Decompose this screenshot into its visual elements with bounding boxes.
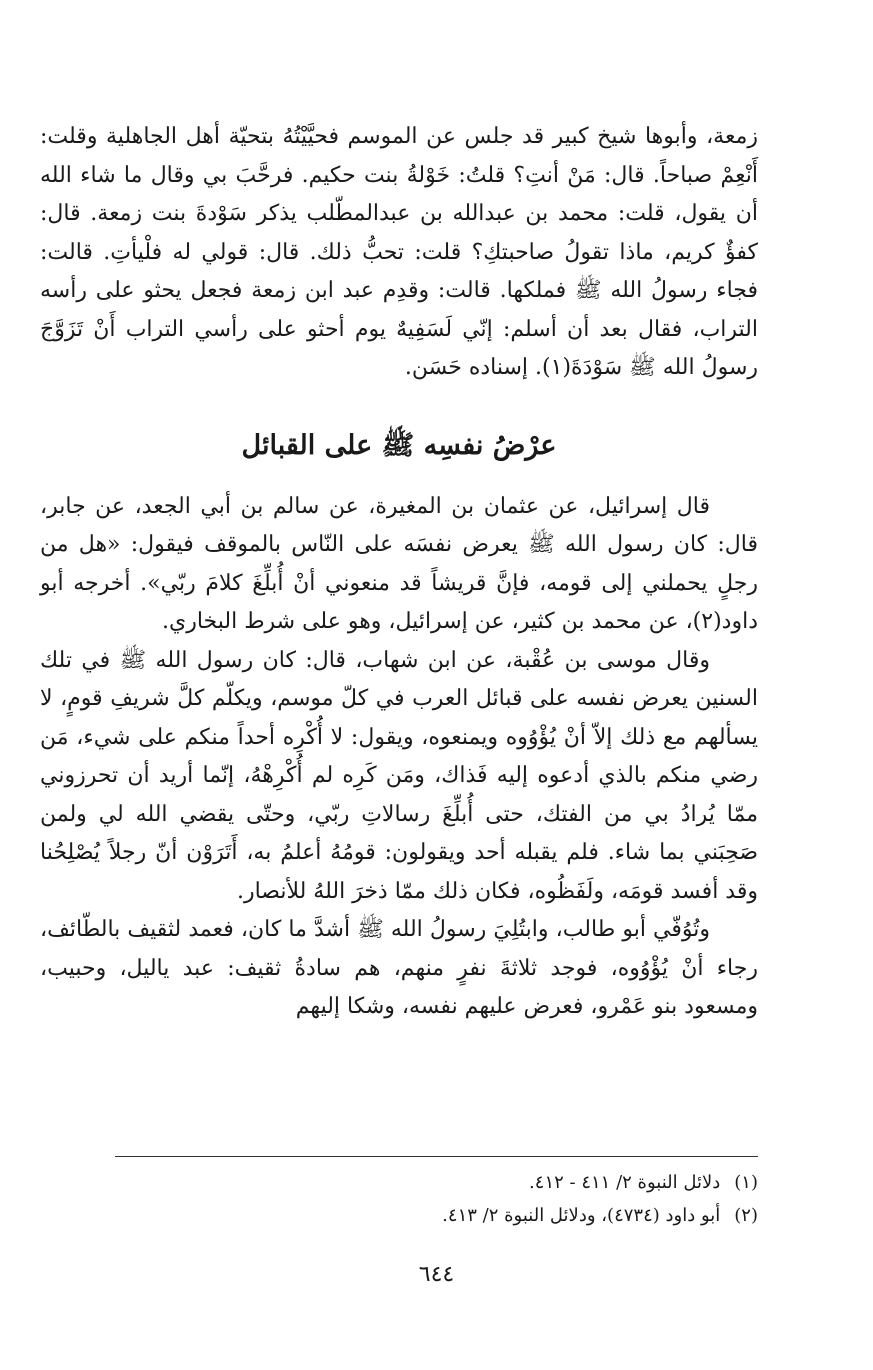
footnote-text: دلائل النبوة ٢/ ٤١١ - ٤١٢. [529, 1172, 721, 1193]
footnote-1 [115, 1166, 758, 1199]
paragraph-4: وتُوُفّي أبو طالب، وابتُلِيَ رسولُ الله ﷺ أشدَّ ما كان، فعمد لثقيف بالطّائف، رجاء أنْ يُؤْوُوه، فوجد ثلاثةَ نفرٍ منهم، هم سادةُ ثقيف: عبد ياليل، وحبيب، ومسعود بنو عَمْرو، فعرض عليهم نفسه، وشكا إليهم [40, 917, 758, 1019]
section-heading: عرْضُ نفسِه ﷺ على القبائل [241, 429, 557, 461]
footnotes [115, 1166, 758, 1232]
footnote-marker: (٢) [734, 1205, 758, 1226]
footnote-text: أبو داود (٤٧٣٤)، ودلائل النبوة ٢/ ٤١٣. [442, 1205, 721, 1226]
paragraph-2: قال إسرائيل، عن عثمان بن المغيرة، عن سالم بن أبي الجعد، عن جابر، قال: كان رسول الله ﷺ يعرض نفسَه على النّاس بالموقف فيقول: «هل من رجلٍ يحملني إلى قومه، فإنَّ قريشاً قد منعوني أنْ أُبلِّغَ كلامَ ربّي». أخرجه أبو داود(٢)، عن محمد بن كثير، عن إسرائيل، وهو على شرط البخاري. [40, 493, 758, 634]
page-number: ٦٤٤ [418, 1262, 455, 1287]
paragraph-1: زمعة، وأبوها شيخ كبير قد جلس عن الموسم فحيَّيْتُهُ بتحيّة أهل الجاهلية وقلت: أَنْعِمْ صباحاً. قال: مَنْ أنتِ؟ قلتُ: خَوْلةُ بنت حكيم. فرحَّبَ بي وقال ما شاء الله أن يقول، قلت: محمد بن عبدالله بن عبدالمطّلب يذكر سَوْدةَ بنت زمعة. قال: كفؤٌ كريم، ماذا تقولُ صاحبتكِ؟ قلت: تحبُّ ذلك. قال: قولي له فلْيأتِ. قالت: فجاء رسولُ الله ﷺ فملكها. قالت: وقدِم عبد ابن زمعة فجعل يحثو على رأسه التراب، فقال بعد أن أسلم: إنّي لَسَفِيهٌ يوم أحثو على رأسي التراب أَنْ تَزَوَّجَ رسولُ الله ﷺ سَوْدَةَ(١). إسناده حَسَن. [40, 124, 758, 380]
page-body [40, 118, 758, 1027]
footnote-marker: (١) [734, 1172, 758, 1193]
footnote-2 [115, 1199, 758, 1232]
footnote-divider [115, 1156, 758, 1157]
paragraph-3: وقال موسى بن عُقْبة، عن ابن شهاب، قال: كان رسول الله ﷺ في تلك السنين يعرض نفسه على قبائل العرب في كلّ موسم، ويكلّم كلَّ شريفِ قومٍ، لا يسألهم مع ذلك إلاّ أنْ يُؤْوُوه ويمنعوه، ويقول: لا أُكْرِه أحداً منكم على شيء، مَن رضي منكم بالذي أدعوه إليه فَذاك، ومَن كَرِه لم أُكْرِهْهُ، إنّما أريد أن تحرزوني ممّا يُرادُ بي من الفتك، حتى أُبلِّغَ رسالاتِ ربّي، وحتّى يقضي الله لي ولمن صَحِبَني بما شاء. فلم يقبله أحد ويقولون: قومُهُ أعلمُ به، أَتَرَوْن أنّ رجلاً يُصْلِحُنا وقد أفسد قومَه، ولَفَظُوه، فكان ذلك ممّا ذخرَ اللهُ للأنصار. [40, 647, 758, 904]
